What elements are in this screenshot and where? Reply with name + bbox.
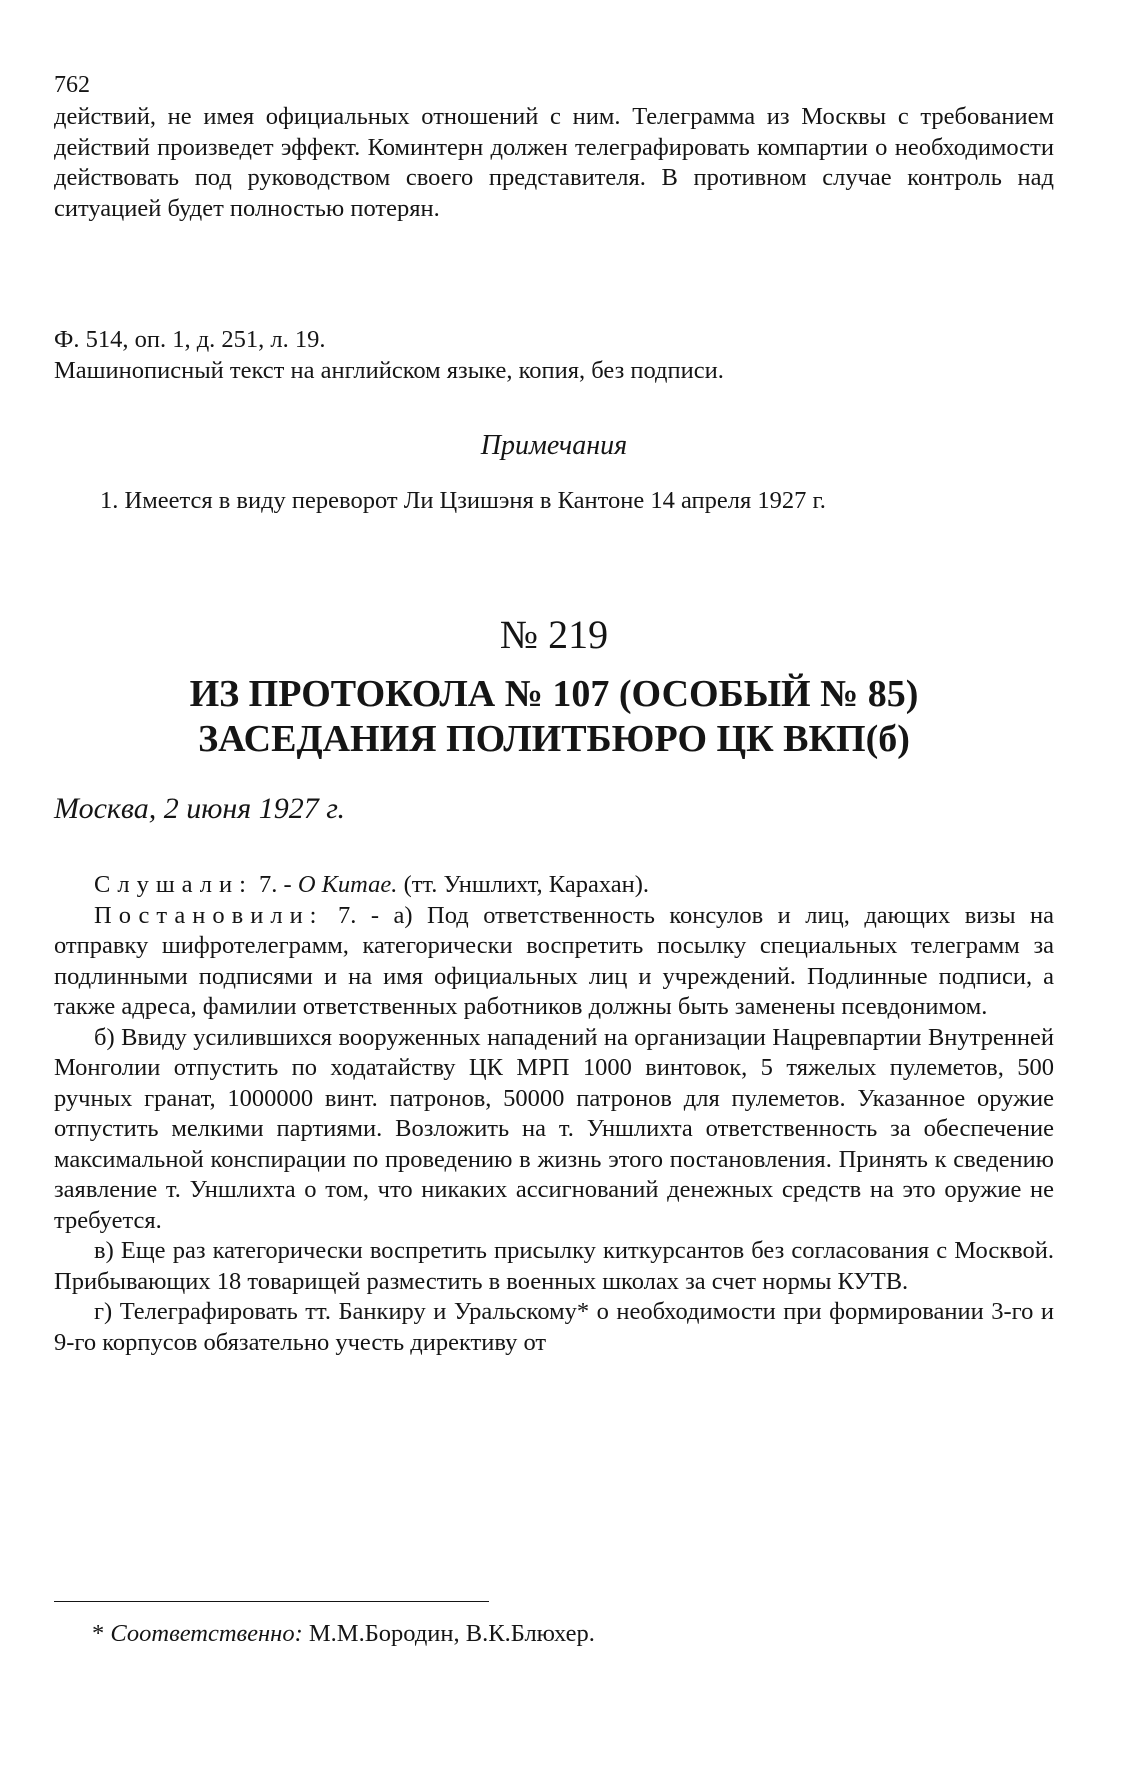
paragraph-b: б) Ввиду усилившихся вооруженных нападений на организации Нацревпартии Внутренней Монголии отпустить по ходатайству ЦК МРП 1000 винтовок, 5 тяжелых пулеметов, 500 ручных гранат, 1000000 винт. патронов, 50000 патронов для пулеметов. Указанное оружие отпустить мелкими партиями. Возложить на т. Уншлихта ответственность за обеспечение максимальной конспирации по проведению в жизнь этого постановления. Принять к сведению заявление т. Уншлихта о том, что никаких ассигнований денежных средств на это оружие не требуется. xyxy=(54,1023,1054,1234)
footnote-label: Соответственно: xyxy=(110,1620,303,1647)
archive-description: Машинописный текст на английском языке, копия, без подписи. xyxy=(54,356,724,384)
notes-heading: Примечания xyxy=(480,430,628,461)
heard-line xyxy=(54,870,1054,901)
title-line-2: ЗАСЕДАНИЯ ПОЛИТБЮРО ЦК ВКП(б) xyxy=(198,718,910,760)
paragraph-v: в) Еще раз категорически воспретить присылку киткурсантов без согласования с Москвой. Прибывающих 18 товарищей разместить в военных школах за счет нормы КУТВ. xyxy=(54,1237,1054,1295)
protocol-body xyxy=(54,870,1054,1358)
place-date: Москва, 2 июня 1927 г. xyxy=(54,792,346,825)
note-item: 1. Имеется в виду переворот Ли Цзишэня в Кантоне 14 апреля 1927 г. xyxy=(100,487,826,514)
footnote-divider xyxy=(54,1601,489,1602)
heard-topic: О Китае. xyxy=(297,871,398,898)
page-number: 762 xyxy=(54,72,90,98)
footnote-marker: * xyxy=(92,1620,105,1647)
heard-persons: (тт. Уншлихт, Карахан). xyxy=(403,871,650,898)
document-number: № 219 xyxy=(499,612,609,657)
archive-info xyxy=(54,325,1054,386)
title-line-1: ИЗ ПРОТОКОЛА № 107 (ОСОБЫЙ № 85) xyxy=(189,673,919,715)
heard-item: 7. - xyxy=(259,871,292,898)
paragraph-a-text: а) Под ответственность консулов и лиц, дающих визы на отправку шифротелеграмм, категорически воспретить посылку специальных телеграмм за подлинными подписями и на имя официальных лиц и учреждений. Подлинные подписи, а также адреса, фамилии ответственных работников должны быть заменены псевдонимом. xyxy=(54,901,1055,1020)
decided-paragraph-a xyxy=(54,901,1054,1023)
document-title xyxy=(54,672,1054,762)
decided-label: Постановили: xyxy=(94,901,324,929)
footnote xyxy=(92,1620,595,1648)
footnote-text: М.М.Бородин, В.К.Блюхер. xyxy=(308,1620,595,1647)
decided-item: 7. - xyxy=(338,901,380,929)
archive-reference: Ф. 514, оп. 1, д. 251, л. 19. xyxy=(54,326,326,353)
heard-label: Слушали: xyxy=(94,871,253,898)
paragraph-g: г) Телеграфировать тт. Банкиру и Уральскому* о необходимости при формировании 3-го и 9-го корпусов обязательно учесть директиву от xyxy=(54,1298,1054,1356)
continued-text: действий, не имея официальных отношений с ним. Телеграмма из Москвы с требованием действий произведет эффект. Коминтерн должен телеграфировать компартии о необходимости действовать под руководством своего представителя. В противном случае контроль над ситуацией будет полностью потерян. xyxy=(54,103,1054,222)
